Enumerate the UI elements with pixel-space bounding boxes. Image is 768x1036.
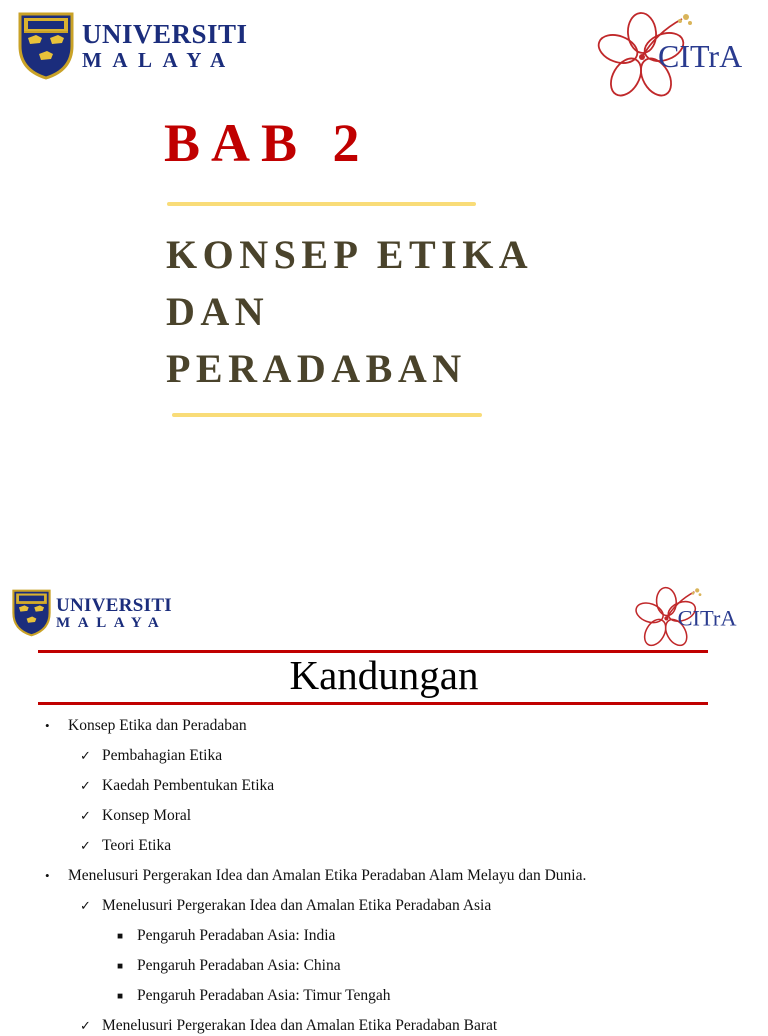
heading-bottom-rule: [38, 702, 708, 705]
bottom-accent-line: [172, 413, 482, 417]
chapter-title-line-2: DAN: [166, 289, 270, 334]
contents-item-text: Pembahagian Etika: [102, 747, 223, 764]
bullet-icon: •: [45, 868, 50, 883]
checkmark-icon: ✓: [80, 898, 91, 913]
checkmark-icon: ✓: [80, 748, 91, 763]
contents-item-text: Menelusuri Pergerakan Idea dan Amalan Etika Peradaban Alam Melayu dan Dunia.: [68, 867, 587, 884]
contents-item-text: Teori Etika: [102, 837, 172, 854]
universiti-malaya-logo: [18, 12, 248, 80]
contents-item-text: Pengaruh Peradaban Asia: Timur Tengah: [137, 987, 391, 1004]
citra-wordmark: CITrA: [658, 38, 743, 74]
checkmark-icon: ✓: [80, 778, 91, 793]
bullet-icon: •: [45, 718, 50, 733]
um-crest-icon: [12, 588, 51, 638]
logo-line-universiti: UNIVERSITI: [82, 19, 248, 49]
chapter-title-line-3: PERADABAN: [166, 346, 467, 391]
contents-item-text: Pengaruh Peradaban Asia: India: [137, 927, 336, 944]
citra-logo: [590, 5, 750, 105]
contents-item-text: Konsep Etika dan Peradaban: [68, 717, 247, 734]
contents-item-text: Pengaruh Peradaban Asia: China: [137, 957, 341, 974]
chapter-number: BAB 2: [164, 113, 371, 173]
logo-line-malaya: MALAYA: [82, 48, 236, 72]
square-bullet-icon: ■: [117, 931, 124, 942]
square-bullet-icon: ■: [117, 991, 124, 1002]
contents-item-text: Menelusuri Pergerakan Idea dan Amalan Etika Peradaban Barat: [102, 1017, 498, 1034]
logo-line-malaya: MALAYA: [56, 614, 167, 631]
chapter-title-line-1: KONSEP ETIKA: [166, 232, 534, 277]
checkmark-icon: ✓: [80, 1018, 91, 1033]
chapter-title: [166, 226, 533, 397]
checkmark-icon: ✓: [80, 838, 91, 853]
citra-wordmark: CITrA: [677, 605, 737, 631]
checkmark-icon: ✓: [80, 808, 91, 823]
contents-item-text: Konsep Moral: [102, 807, 192, 824]
citra-logo: [630, 582, 742, 652]
universiti-malaya-logo: [12, 588, 172, 638]
contents-item-text: Kaedah Pembentukan Etika: [102, 777, 275, 794]
contents-slide: [0, 578, 768, 1034]
logo-line-universiti: UNIVERSITI: [56, 594, 172, 616]
um-crest-icon: [18, 12, 74, 80]
contents-item-text: Menelusuri Pergerakan Idea dan Amalan Etika Peradaban Asia: [102, 897, 492, 914]
top-accent-line: [167, 202, 476, 206]
contents-heading: Kandungan: [289, 652, 479, 698]
square-bullet-icon: ■: [117, 961, 124, 972]
